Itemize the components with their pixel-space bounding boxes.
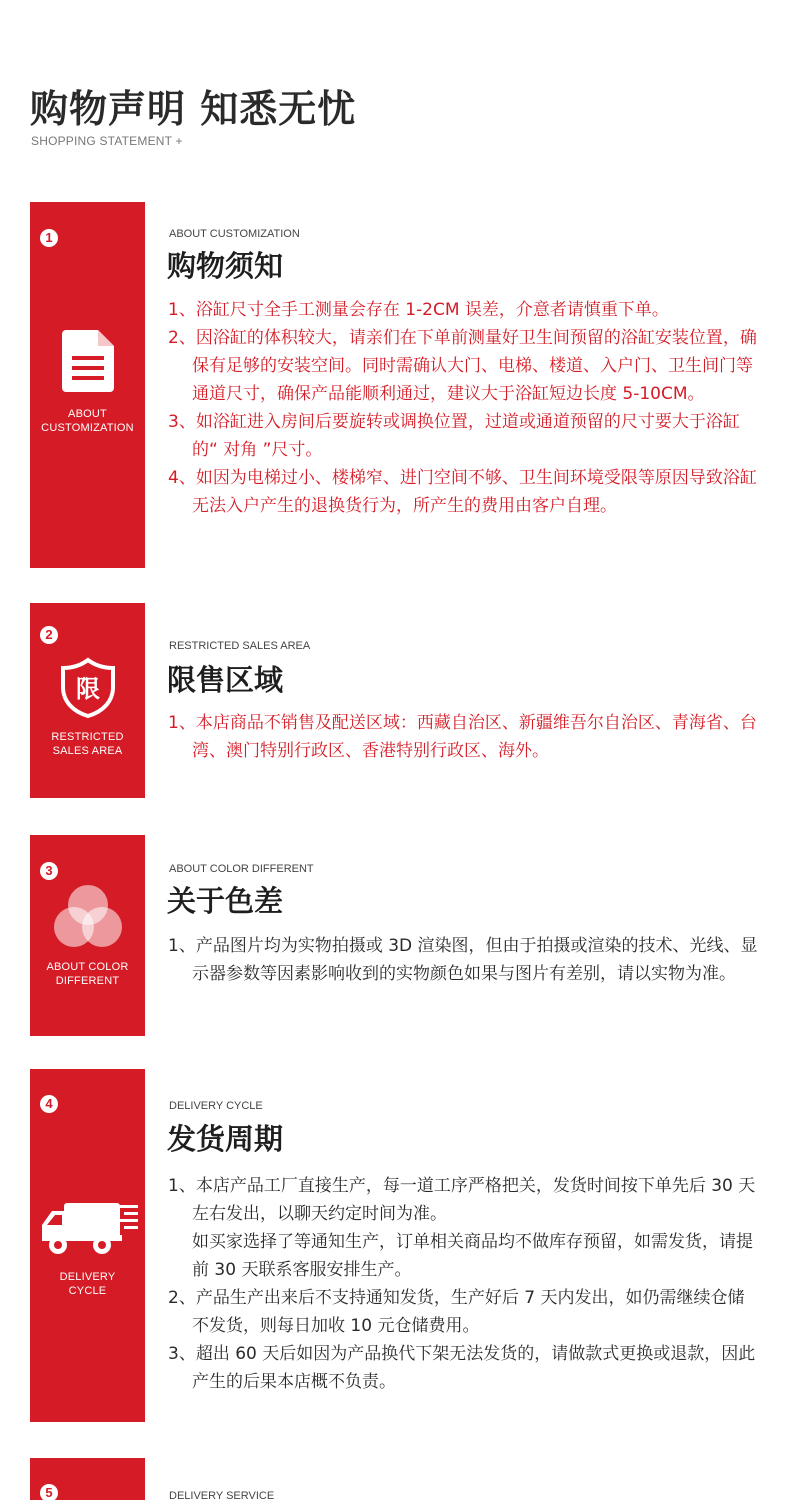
section-number-badge: 1: [40, 229, 58, 247]
section-delivery-cycle: [0, 1069, 790, 1422]
item-list: [168, 709, 758, 765]
section-number-badge: 5: [40, 1484, 58, 1500]
section-en-title: ABOUT COLOR DIFFERENT: [169, 863, 314, 875]
shield-icon-text: 限: [75, 675, 100, 703]
item-list: [168, 296, 758, 520]
section-cn-title: 关于色差: [167, 884, 284, 918]
side-label-line1: RESTRICTED: [51, 731, 124, 743]
section-sidebar: [30, 835, 145, 1036]
list-item: 1、本店商品不销售及配送区域：西藏自治区、新疆维吾尔自治区、青海省、台湾、澳门特别行政区、香港特别行政区、海外。: [168, 713, 757, 761]
section-number-badge: 3: [40, 862, 58, 880]
section-en-title: DELIVERY CYCLE: [169, 1100, 263, 1112]
list-item: 4、如因为电梯过小、楼梯窄、进门空间不够、卫生间环境受限等原因导致浴缸无法入户产生的退换货行为，所产生的费用由客户自理。: [168, 468, 757, 516]
section-color-difference: [0, 835, 790, 1036]
list-item: 1、本店产品工厂直接生产，每一道工序严格把关，发货时间按下单先后 30 天左右发出，以聊天约定时间为准。: [168, 1176, 756, 1224]
item-list: [168, 1172, 758, 1396]
section-en-title: RESTRICTED SALES AREA: [169, 640, 311, 652]
list-item: 如买家选择了等通知生产，订单相关商品均不做库存预留，如需发货，请提前 30 天联系客服安排生产。: [192, 1232, 753, 1280]
item-list: [168, 932, 758, 988]
delivery-truck-icon: [30, 1197, 145, 1263]
list-item: 2、产品生产出来后不支持通知发货，生产好后 7 天内发出，如仍需继续仓储不发货，则每日加收 10 元仓储费用。: [168, 1288, 745, 1336]
section-number-badge: 2: [40, 626, 58, 644]
section-customization: [0, 202, 790, 568]
list-item: 3、如浴缸进入房间后要旋转或调换位置，过道或通道预留的尺寸要大于浴缸的“ 对角 ”尺寸。: [168, 412, 740, 460]
section-number-badge: 4: [40, 1095, 58, 1113]
restricted-shield-icon: [30, 657, 145, 723]
section-sidebar: [30, 1458, 145, 1500]
side-label-line1: DELIVERY: [59, 1271, 116, 1283]
side-label-line1: ABOUT: [68, 408, 107, 420]
section-sidebar: [30, 202, 145, 568]
section-delivery-service: [0, 1458, 790, 1500]
document-icon: [30, 328, 145, 398]
side-label-line2: CYCLE: [68, 1285, 107, 1297]
list-item: 1、产品图片均为实物拍摄或 3D 渲染图，但由于拍摄或渲染的技术、光线、显示器参数等因素影响收到的实物颜色如果与图片有差别，请以实物为准。: [168, 936, 758, 984]
list-item: 2、因浴缸的体积较大，请亲们在下单前测量好卫生间预留的浴缸安装位置，确保有足够的安装空间。同时需确认大门、电梯、楼道、入户门、卫生间门等通道尺寸，确保产品能顺利通过，建议大于浴缸短边长度 5-10CM。: [168, 328, 757, 404]
page-subtitle: SHOPPING STATEMENT +: [31, 134, 183, 148]
section-restricted-area: [0, 603, 790, 798]
side-label-line2: DIFFERENT: [55, 975, 120, 987]
list-item: 1、浴缸尺寸全手工测量会存在 1-2CM 误差，介意者请慎重下单。: [168, 300, 669, 320]
side-label-line2: SALES AREA: [52, 745, 123, 757]
section-en-title: ABOUT CUSTOMIZATION: [169, 228, 300, 240]
side-label-line1: ABOUT COLOR: [46, 961, 129, 973]
list-item: 3、超出 60 天后如因为产品换代下架无法发货的，请做款式更换或退款，因此产生的后果本店概不负责。: [168, 1344, 756, 1392]
section-cn-title: 发货周期: [167, 1122, 284, 1156]
section-sidebar: [30, 1069, 145, 1422]
section-en-title: DELIVERY SERVICE: [169, 1490, 275, 1502]
section-cn-title: 限售区域: [167, 663, 284, 697]
page-title: 购物声明 知悉无忧: [30, 87, 357, 131]
section-cn-title: 购物须知: [167, 249, 284, 283]
section-sidebar: [30, 603, 145, 798]
color-circles-icon: [30, 883, 145, 955]
side-label-line2: CUSTOMIZATION: [41, 422, 134, 434]
